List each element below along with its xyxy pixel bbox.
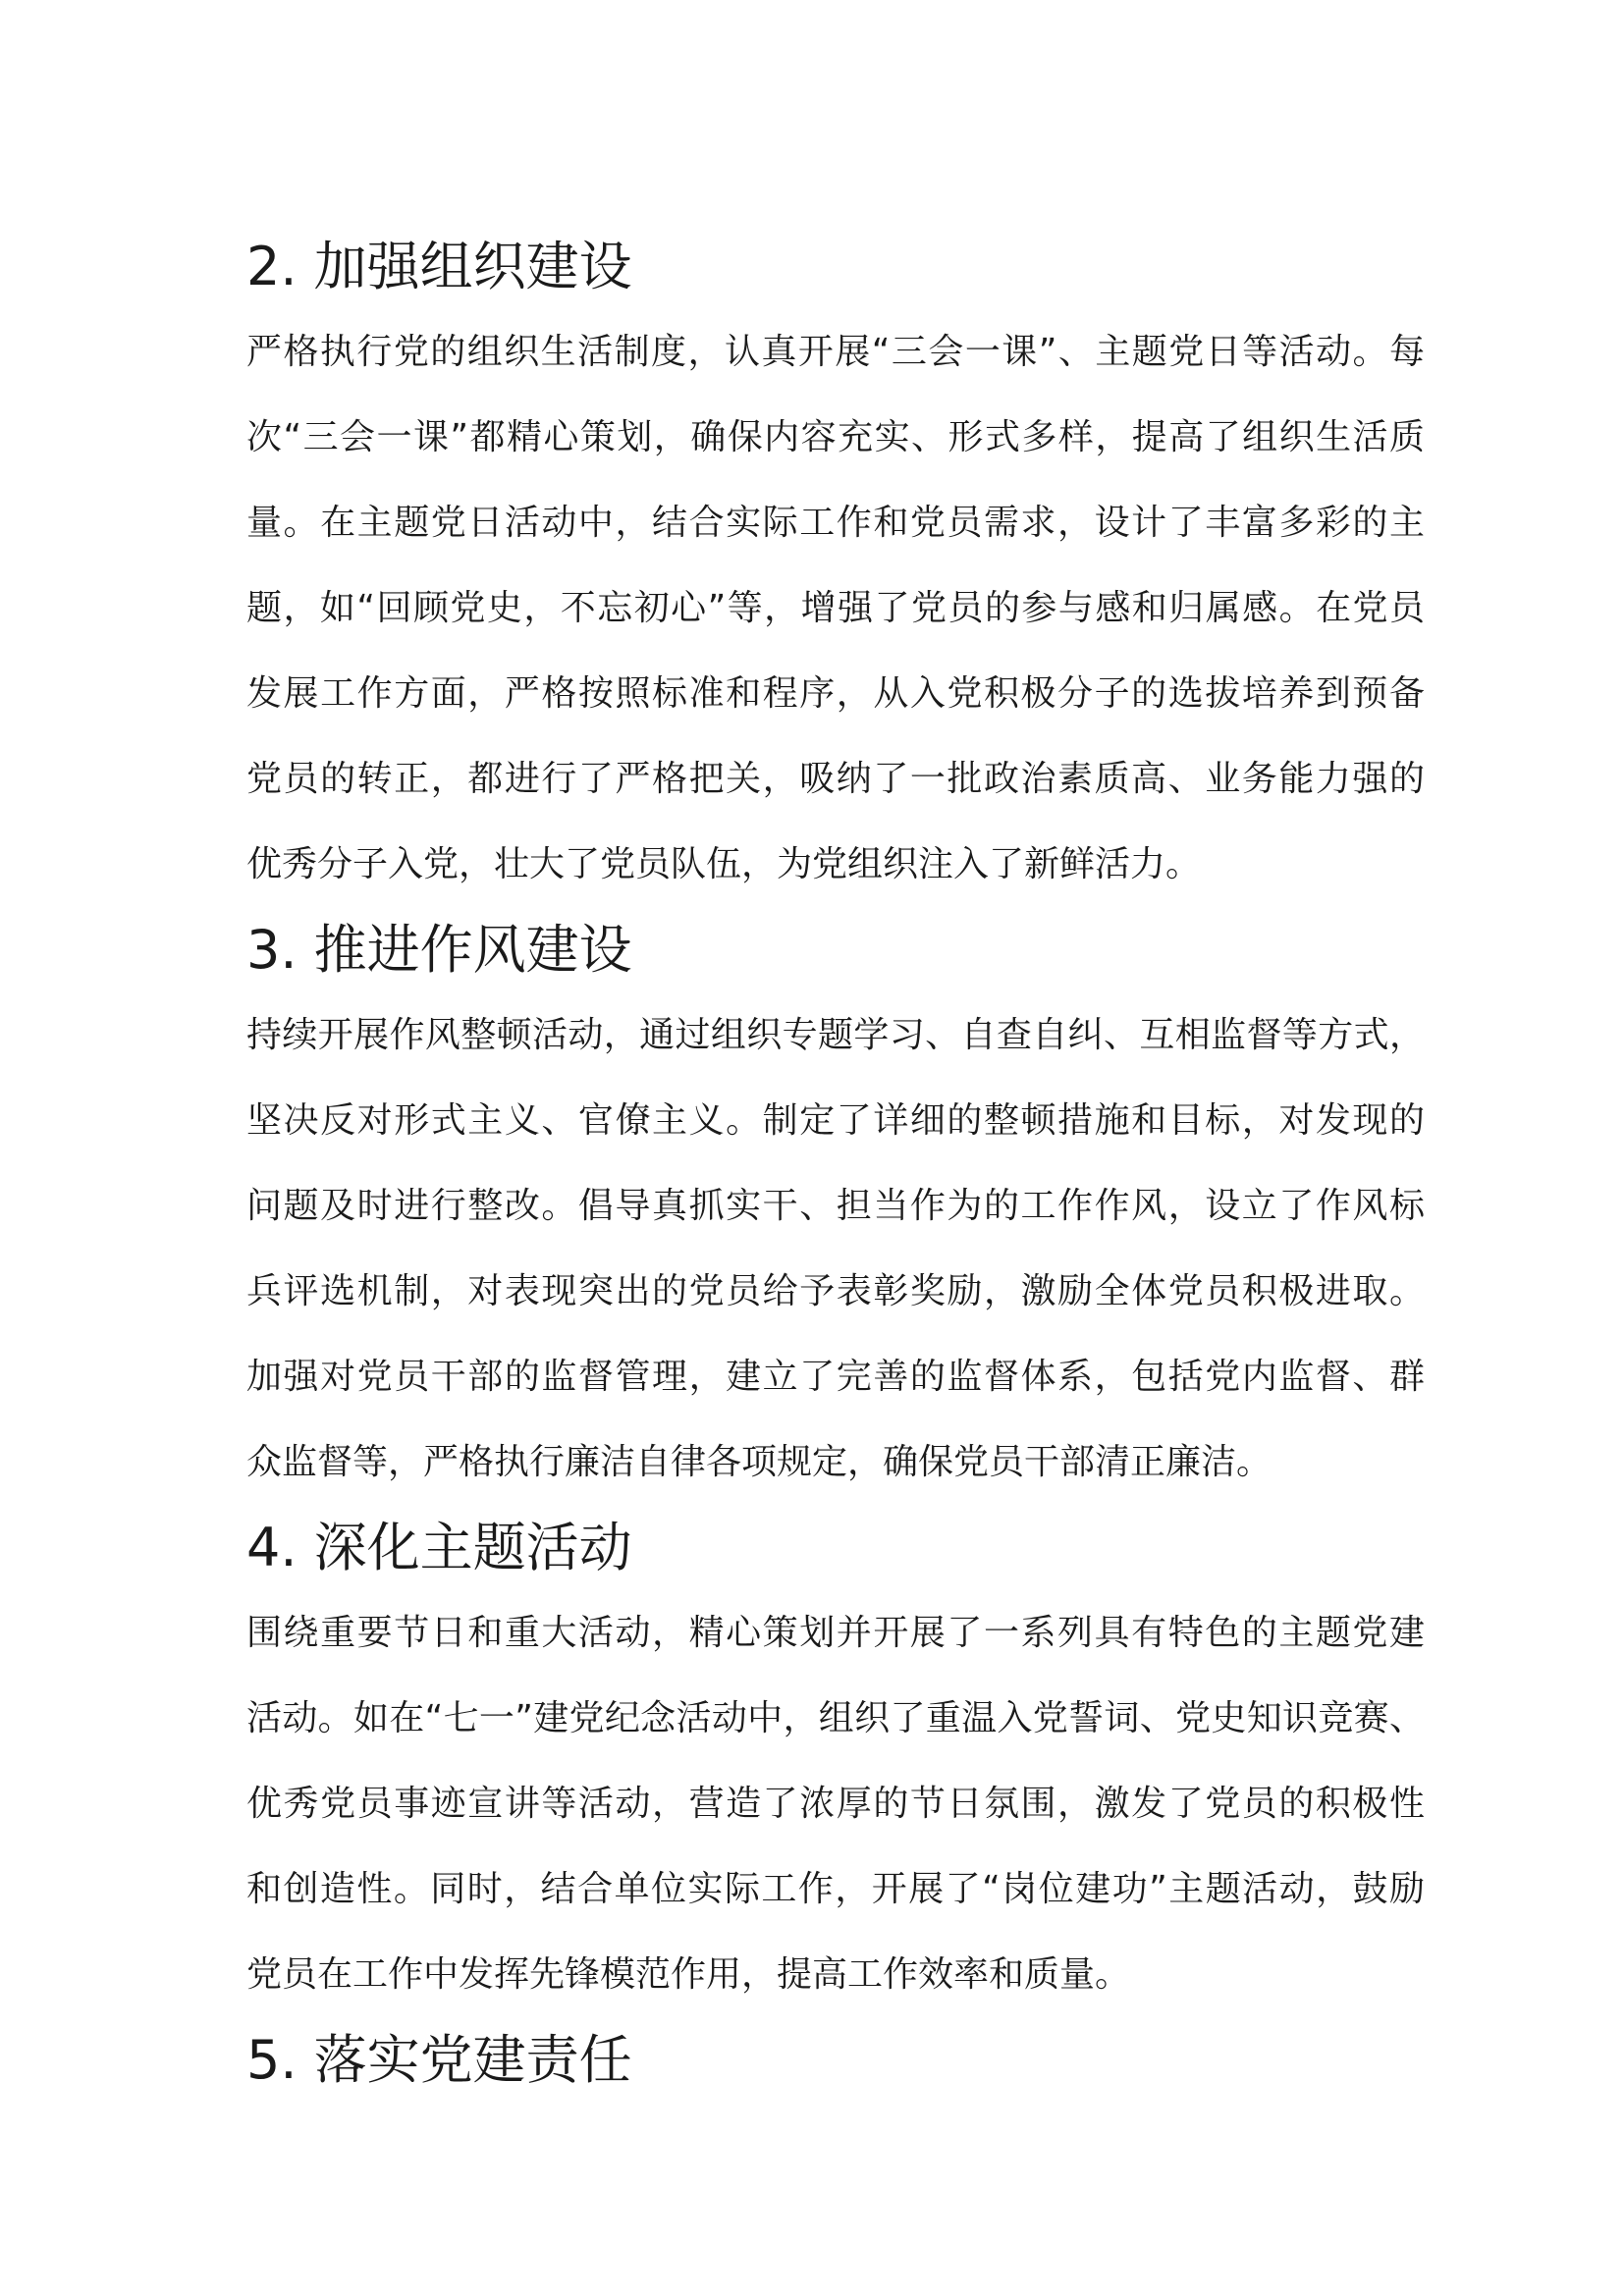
text-line: 围绕重要节日和重大活动，精心策划并开展了一系列具有特色的主题党建 [246,1613,1425,1653]
section-paragraph-3 [246,992,1425,1505]
text-line: 加强对党员干部的监督管理，建立了完善的监督体系，包括党内监督、群 [246,1357,1425,1397]
section-heading-3: 3. 推进作风建设 [246,919,632,981]
document-page [246,224,1425,2103]
text-line: 优秀分子入党，壮大了党员队伍，为党组织注入了新鲜活力。 [246,844,1202,884]
text-line: 量。在主题党日活动中，结合实际工作和党员需求，设计了丰富多彩的主 [246,503,1425,543]
section-heading-2: 2. 加强组织建设 [246,236,632,297]
text-line: 严格执行党的组织生活制度，认真开展“三会一课”、主题党日等活动。每 [246,332,1425,372]
text-line: 党员的转正，都进行了严格把关，吸纳了一批政治素质高、业务能力强的 [246,759,1425,799]
text-line: 坚决反对形式主义、官僚主义。制定了详细的整顿措施和目标，对发现的 [246,1100,1425,1141]
text-line: 活动。如在“七一”建党纪念活动中，组织了重温入党誓词、党史知识竞赛、 [246,1698,1425,1738]
section-heading-4: 4. 深化主题活动 [246,1517,632,1578]
section-paragraph-2 [246,309,1425,907]
text-line: 众监督等，严格执行廉洁自律各项规定，确保党员干部清正廉洁。 [246,1442,1272,1482]
text-line: 持续开展作风整顿活动，通过组织专题学习、自查自纠、互相监督等方式， [246,1015,1425,1055]
text-line: 和创造性。同时，结合单位实际工作，开展了“岗位建功”主题活动，鼓励 [246,1869,1425,1909]
text-line: 党员在工作中发挥先锋模范作用，提高工作效率和质量。 [246,1954,1131,1995]
section-heading-5: 5. 落实党建责任 [246,2029,632,2091]
text-line: 题，如“回顾党史，不忘初心”等，增强了党员的参与感和归属感。在党员 [246,588,1425,628]
text-line: 次“三会一课”都精心策划，确保内容充实、形式多样，提高了组织生活质 [246,417,1425,457]
text-line: 兵评选机制，对表现突出的党员给予表彰奖励，激励全体党员积极进取。 [246,1271,1425,1311]
section-paragraph-4 [246,1590,1425,2017]
text-line: 发展工作方面，严格按照标准和程序，从入党积极分子的选拔培养到预备 [246,673,1425,714]
text-line: 问题及时进行整改。倡导真抓实干、担当作为的工作作风，设立了作风标 [246,1186,1425,1226]
text-line: 优秀党员事迹宣讲等活动，营造了浓厚的节日氛围，激发了党员的积极性 [246,1784,1425,1824]
